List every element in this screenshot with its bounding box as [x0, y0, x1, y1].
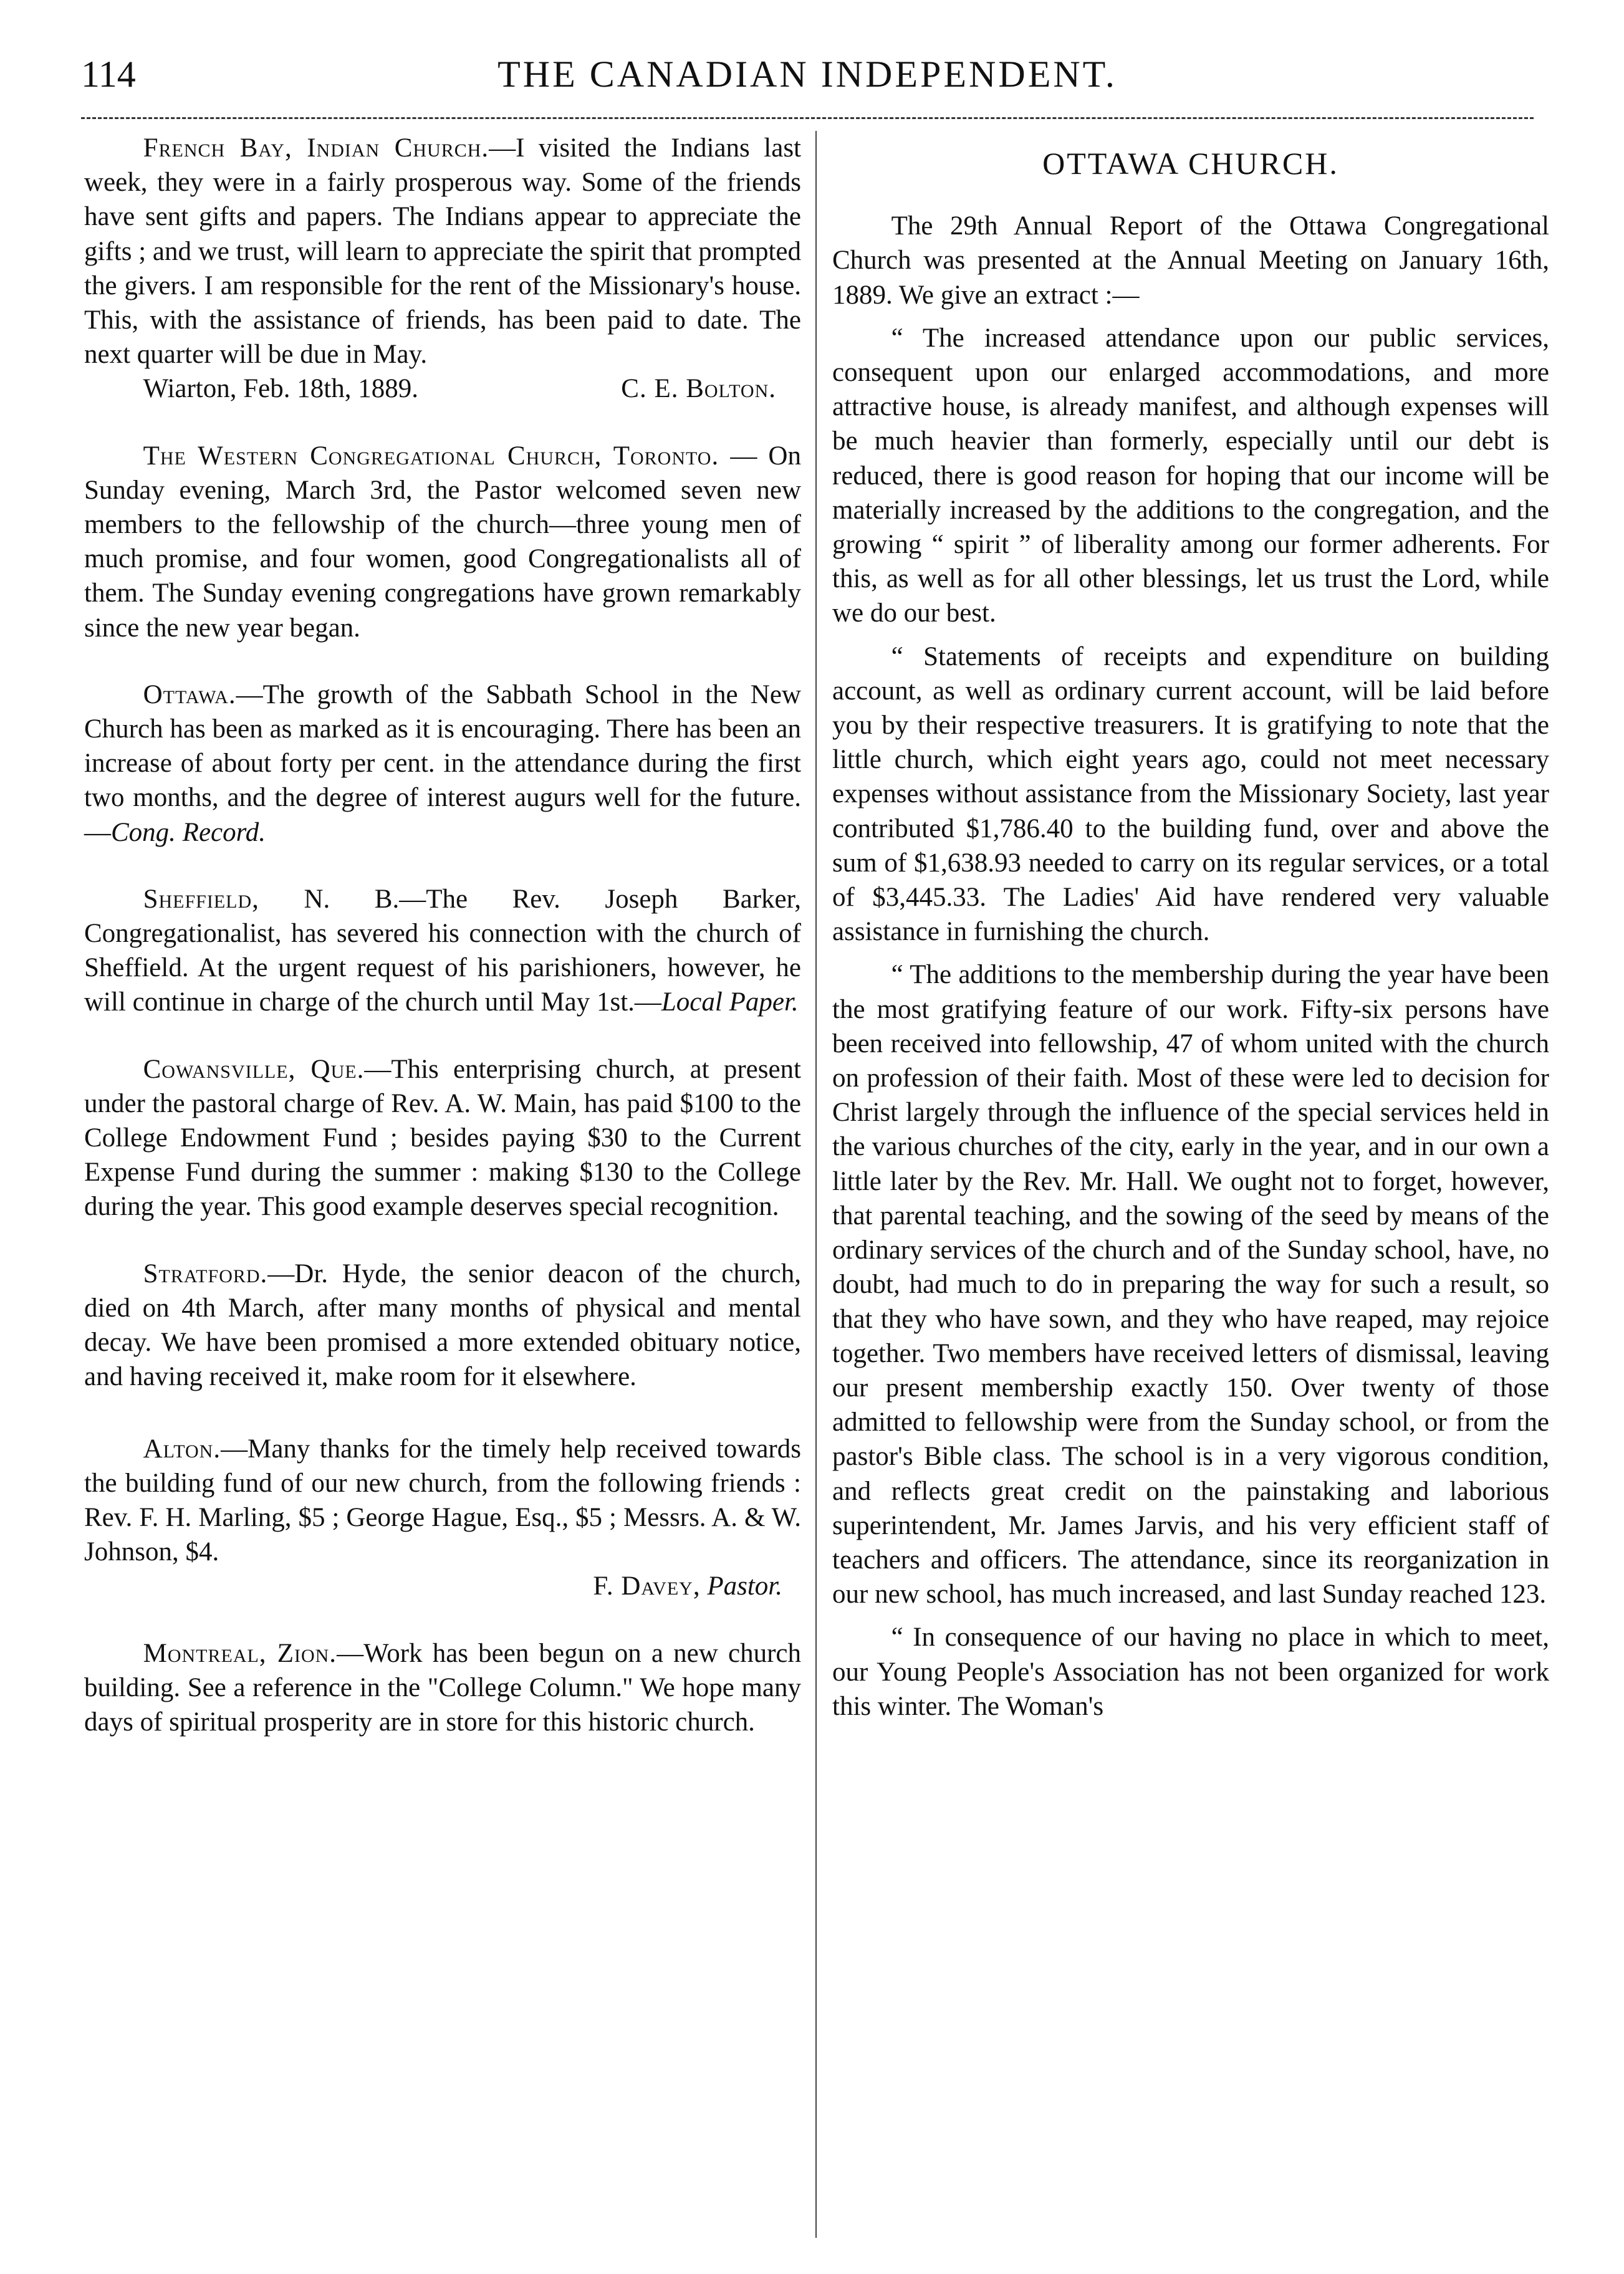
right-column	[832, 131, 1549, 1724]
signature: C. E. Bolton.	[621, 374, 776, 404]
item-text: Ottawa.—The growth of the Sabbath School in the New Church has been as marked as it is encouraging. There has been an increase of about forty per cent. in the attendance during the first two months, and the degree of interest augurs well for the future.—Cong. Record.	[84, 679, 801, 847]
item-text: Alton.—Many thanks for the timely help received towards the building fund of our new church, from the following friends : Rev. F. H. Marling, $5 ; George Hague, Esq., $5 ; Messrs. A. & W. Johnson, $4.	[84, 1434, 801, 1567]
header-rule	[81, 117, 1534, 119]
item-lead: French Bay, Indian Church.	[143, 133, 489, 163]
item-text: The Western Congregational Church, Toronto. — On Sunday evening, March 3rd, the Pastor welcomed seven new members to the fellowship of the church—three young men of much promise, and four women, good Congregationalists all of them. The Sunday evening congregations have grown remarkably since the new year began.	[84, 441, 801, 643]
left-column	[84, 131, 801, 1739]
item-lead: Sheffield,	[143, 884, 259, 914]
article-paragraph: “ Statements of receipts and expenditure on building account, as well as ordinary current account, will be laid before you by their respective treasurers. It is gratifying to note that the little church, which eight years ago, could not meet necessary expenses without assistance from the Missionary Society, last year contributed $1,786.40 to the building fund, over and above the sum of $1,638.93 needed to carry on its regular services, or a total of $3,445.33. The Ladies' Aid have rendered very valuable assistance in furnishing the church.	[832, 641, 1549, 947]
dateline: Wiarton, Feb. 18th, 1889.	[143, 374, 418, 404]
item-montreal	[84, 1636, 801, 1740]
source-credit: Cong. Record.	[111, 817, 266, 847]
item-lead: Stratford.	[143, 1259, 268, 1288]
signature: F. Davey, Pastor.	[593, 1571, 782, 1601]
item-text: Stratford.—Dr. Hyde, the senior deacon of the church, died on 4th March, after many months of physical and mental decay. We have been promised a more extended obituary notice, and having received it, make room for it elsewhere.	[84, 1259, 801, 1392]
item-lead: Cowansville, Que.	[143, 1054, 365, 1084]
item-text: Montreal, Zion.—Work has been begun on a new church building. See a reference in the "College Column." We hope many days of spiritual prosperity are in store for this historic church.	[84, 1638, 801, 1737]
item-text: French Bay, Indian Church.—I visited the Indians last week, they were in a fairly prosperous way. Some of the friends have sent gifts and papers. The Indians appear to appreciate the gifts ; and we trust, will learn to appreciate the spirit that prompted the givers. I am responsible for the rent of the Missionary's house. This, with the assistance of friends, has been paid to date. The next quarter will be due in May.	[84, 133, 801, 370]
article-paragraph: “ The increased attendance upon our public services, consequent upon our enlarged accommodations, and more attractive house, is already manifest, and although expenses will be much heavier than formerly, especially until our debt is reduced, there is good reason for hoping that our income will be materially increased by the additions to the congregation, and the growing “ spirit ” of liberality among our former adherents. For this, as well as for all other blessings, let us trust the Lord, while we do our best.	[832, 323, 1549, 628]
dateline-signature	[84, 372, 801, 406]
running-title: THE CANADIAN INDEPENDENT.	[497, 54, 1117, 95]
article-paragraph: “ In consequence of our having no place in which to meet, our Young People's Association has not been organized for work this winter. The Woman's	[832, 1623, 1549, 1721]
page-number: 114	[81, 54, 136, 95]
item-lead: Montreal, Zion.	[143, 1638, 337, 1668]
item-ottawa	[84, 678, 801, 850]
article-heading: OTTAWA CHURCH.	[1042, 146, 1339, 181]
source-credit: Local Paper.	[661, 987, 799, 1017]
item-sheffield	[84, 882, 801, 1020]
item-stratford	[84, 1257, 801, 1394]
item-french-bay	[84, 131, 801, 406]
item-alton	[84, 1432, 801, 1604]
item-cowansville	[84, 1052, 801, 1224]
page-header	[81, 53, 1534, 112]
item-text: Cowansville, Que.—This enterprising church, at present under the pastoral charge of Rev. A. W. Main, has paid $100 to the College Endowment Fund ; besides paying $30 to the Current Expense Fund during the summer : making $130 to the College during the year. This good example deserves special recognition.	[84, 1054, 801, 1222]
article-paragraph: The 29th Annual Report of the Ottawa Congregational Church was presented at the Annual Meeting on January 16th, 1889. We give an extract :—	[832, 211, 1549, 310]
item-lead: Ottawa.	[143, 679, 236, 709]
column-divider	[815, 131, 817, 2238]
item-text: Sheffield, N. B.—The Rev. Joseph Barker, Congregationalist, has severed his connection with the church of Sheffield. At the urgent request of his parishioners, however, he will continue in charge of the church until May 1st.—Local Paper.	[84, 884, 801, 1017]
item-lead: Alton.	[143, 1434, 221, 1464]
item-western-church	[84, 439, 801, 645]
item-lead: The Western Congregational Church, Toronto.	[143, 441, 719, 471]
article-paragraph: “ The additions to the membership during the year have been the most gratifying feature of our work. Fifty-six persons have been received into fellowship, 47 of whom united with the church on profession of their faith. Most of these were led to decision for Christ largely through the influence of the special services held in the various churches of the city, early in the year, and in our own a little later by the Rev. Mr. Hall. We ought not to forget, however, that parental teaching, and the sowing of the seed by means of the ordinary services of the church and of the Sunday school, have, no doubt, had much to do in preparing the way for such a result, so that they who have sown, and they who have reaped, may rejoice together. Two members have received letters of dismissal, leaving our present membership exactly 150. Over twenty of those admitted to fellowship were from the Sunday school, or from the pastor's Bible class. The school is in a very vigorous condition, and reflects great credit on the painstaking and laborious superintendent, Mr. James Jarvis, and his very efficient staff of teachers and officers. The attendance, since its reorganization in our new school, has much increased, and last Sunday reached 123.	[832, 960, 1549, 1610]
